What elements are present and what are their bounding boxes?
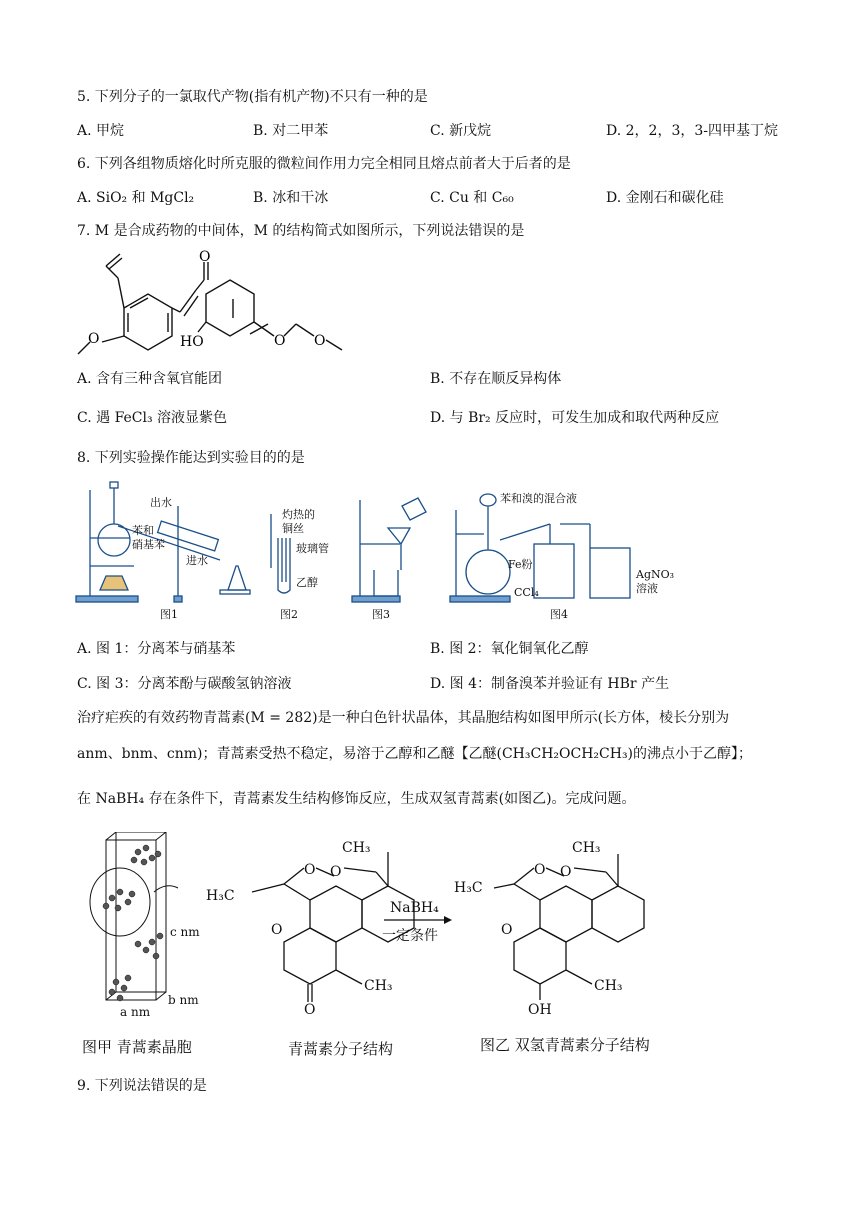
q8-option-c: C. 图 3：分离苯酚与碳酸氢钠溶液 [77, 676, 292, 692]
q5-option-a: A. 甲烷 [77, 123, 125, 139]
fig2-caption: 图2 [280, 608, 298, 621]
fig4-label-agno3: AgNO₃ [636, 568, 675, 581]
q7-atom-o-carbonyl: O [199, 250, 211, 265]
fig4-label-mixture: 苯和溴的混合液 [500, 492, 577, 505]
mol2-h3c: H₃C [454, 880, 483, 896]
mol1-ring-o: O [271, 922, 283, 938]
passage-line-2: anm、bnm、cnm)；青蒿素受热不稳定，易溶于乙醇和乙醚【乙醚(CH₃CH₂OCH₂CH₃)的沸点小于乙醇】； [77, 746, 753, 762]
q6-stem: 6. 下列各组物质熔化时所克服的微粒间作用力完全相同且熔点前者大于后者的是 [77, 156, 571, 172]
mol2-peroxide-o1: O [534, 862, 546, 878]
q8-option-a: A. 图 1：分离苯与硝基苯 [77, 641, 236, 657]
q5-option-c: C. 新戊烷 [430, 123, 492, 139]
artemisinin-figure [76, 832, 776, 1062]
fig1-label-jinshui: 进水 [186, 554, 208, 567]
caption-mol-structure: 青蒿素分子结构 [288, 1040, 394, 1058]
fig2-label-tongsi: 铜丝 [282, 522, 304, 535]
q8-option-b: B. 图 2：氧化铜氧化乙醇 [430, 641, 589, 657]
mol2-oh: OH [528, 1002, 552, 1018]
q8-apparatus-figures [70, 478, 690, 623]
cell-label-c: c nm [170, 925, 200, 939]
q7-option-c: C. 遇 FeCl₃ 溶液显紫色 [77, 410, 228, 426]
q7-atom-o-ether1: O [274, 333, 286, 349]
fig1-label-xiaojiben: 硝基苯 [132, 538, 165, 551]
caption-fig-jia: 图甲 青蒿素晶胞 [82, 1038, 192, 1056]
q7-atom-ho: HO [180, 334, 204, 350]
fig3-caption: 图3 [372, 608, 390, 621]
q5-option-b: B. 对二甲苯 [253, 123, 329, 139]
condition-label: 一定条件 [382, 928, 438, 944]
q6-option-a: A. SiO₂ 和 MgCl₂ [77, 190, 195, 206]
mol2-ring-o: O [501, 922, 513, 938]
q8-option-d: D. 图 4：制备溴苯并验证有 HBr 产生 [430, 676, 670, 692]
q7-option-a: A. 含有三种含氧官能团 [77, 371, 223, 387]
q6-option-b: B. 冰和干冰 [253, 190, 329, 206]
mol2-ch3-bottom: CH₃ [594, 978, 623, 994]
q7-atom-o-ether2: O [314, 333, 326, 349]
mol2-ch3-top: CH₃ [572, 840, 601, 856]
fig4-label-fefen: Fe粉 [508, 558, 533, 571]
mol1-peroxide-o1: O [304, 862, 316, 878]
mol1-carbonyl-o: O [304, 1002, 316, 1018]
fig1-label-chushui: 出水 [150, 496, 172, 509]
q7-stem: 7. M 是合成药物的中间体，M 的结构简式如图所示，下列说法错误的是 [77, 223, 525, 239]
fig4-label-ccl4: CCl₄ [514, 586, 539, 599]
q9-stem: 9. 下列说法错误的是 [77, 1078, 207, 1094]
caption-fig-yi: 图乙 双氢青蒿素分子结构 [480, 1036, 650, 1054]
fig4-label-rongye: 溶液 [636, 582, 658, 595]
cell-label-a: a nm [120, 1005, 151, 1019]
reagent-label: NaBH₄ [390, 900, 439, 916]
mol1-ch3-bottom: CH₃ [364, 978, 393, 994]
mol1-ch3-top: CH₃ [342, 840, 371, 856]
q6-option-d: D. 金刚石和碳化硅 [606, 190, 724, 206]
mol1-h3c: H₃C [206, 888, 235, 904]
mol2-peroxide-o2: O [560, 864, 572, 880]
mol1-peroxide-o2: O [330, 864, 342, 880]
passage-line-3: 在 NaBH₄ 存在条件下，青蒿素发生结构修饰反应，生成双氢青蒿素(如图乙)。完成问题。 [77, 791, 636, 807]
fig2-label-yichun: 乙醇 [296, 576, 318, 589]
q7-atom-o-methoxy: O [88, 331, 100, 347]
fig1-caption: 图1 [160, 608, 178, 621]
passage-line-1: 治疗疟疾的有效药物青蒿素(M = 282)是一种白色针状晶体，其晶胞结构如图甲所示(长方体，棱长分别为 [77, 710, 730, 726]
q5-option-d: D. 2，2，3，3-四甲基丁烷 [606, 123, 778, 139]
q7-structure [70, 250, 370, 360]
q6-option-c: C. Cu 和 C₆₀ [430, 190, 514, 206]
fig1-label-benhe: 苯和 [132, 524, 154, 537]
q7-option-d: D. 与 Br₂ 反应时，可发生加成和取代两种反应 [430, 410, 720, 426]
q5-stem: 5. 下列分子的一氯取代产物(指有机产物)不只有一种的是 [77, 89, 428, 105]
fig2-label-boliguan: 玻璃管 [296, 542, 329, 555]
fig2-label-zhuore: 灼热的 [282, 508, 315, 521]
fig4-caption: 图4 [550, 608, 568, 621]
cell-label-b: b nm [168, 993, 199, 1007]
q7-option-b: B. 不存在顺反异构体 [430, 371, 562, 387]
q8-stem: 8. 下列实验操作能达到实验目的的是 [77, 450, 305, 466]
